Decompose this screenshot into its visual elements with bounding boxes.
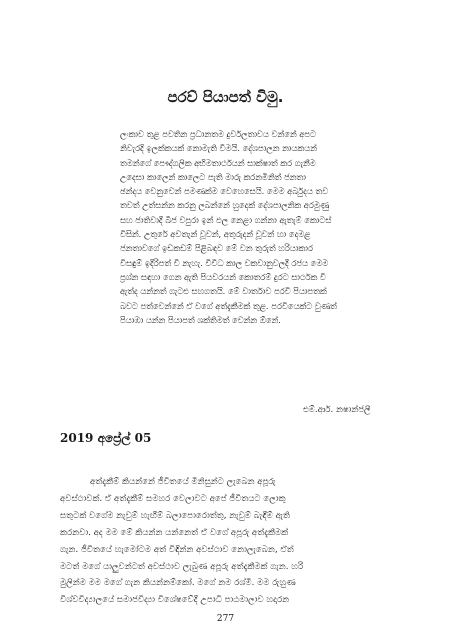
text-line: මුලින්ම මම මගේ ගැන කියන්නම්කෝ. මගේ නම රශ්මි. මම රුහුණ (60, 578, 296, 589)
date-heading: 2019 අප්‍රේල් 05 (60, 431, 152, 445)
text-line: අවස්ථාවක්. ඒ අත්දැකීම් සමහර වෙලාවට අපේ ජීවිතයට ලොකු (60, 493, 286, 504)
text-line: පියාඹා යන්න පියාපත් ශක්තිමත් වෙන්න ඕනේ. (120, 314, 281, 325)
chapter-title: පරව් පියාපත් විමු. (167, 88, 284, 106)
text-line: තවත් උත්සන්න කරනු ලබන්නේ හුදෙක් දේශපාලනික අරමුණු (120, 200, 330, 211)
text-line: බවට පත්වෙන්නේ ඒ වගේ අත්දැකීමක් තුළ. පරවියෙක්ට වුණත් (120, 300, 337, 311)
text-line: විශ්වවිද්‍යාලයේ සමාජවිද්‍යා විශේෂවේදී උපාධි පාඨමාලාව හදාරන (60, 595, 290, 606)
text-line: ලංකාව තුළ පවතින ප්‍රධානතම දුර්වලතාවය වන්නේ අපට (120, 129, 316, 139)
text-line: සතුටක් වගේම නැවුම් හැඟීම් බලාපොරොත්තු, නැවුම් බැඳීම් ඇති (60, 510, 290, 521)
text-line: මටත් මගේ යාලුවන්ටත් අවස්ථාව ලැබුණ අපූරු අත්දැකීමක් ගැන. හරි (60, 561, 304, 572)
text-line: උදෙසා කාලෙන් කාලෙට පැති මාරු කරනමිනිත් ජනතා (120, 171, 306, 182)
author-signature: එම්.ආර්. නෂාන්ජලී (303, 405, 371, 415)
text-line: තමන්ගේ පෞද්ගලික අභිමතාර්ථයන් සාක්ෂාත් කර ගැනීම (120, 157, 316, 168)
text-line: සහ ජාතිවාදී බීජ වපුරා ඉන් ඵල නෙළා ගන්නා ඇතැම් කොටස් (120, 214, 332, 225)
text-line: ඇත්ද යන්නත් ගැටළු සහගතයි. මේ වාර්තාව පරවි පියාපතක් (120, 286, 327, 297)
text-line: ප්‍රශ්න සඳහා ගෙන ඇති පියවරයන් කොතරම් දුරට සාර්ථක වී (120, 271, 326, 282)
text-line: විසඳුම් ඉදිරිපත් වී නැහැ. විවිධ කාල වකවානුවලදී රජය මෙම (120, 257, 329, 268)
text-line: ගැන. ජීවිතයේ හැමෝටම අත් විඳින්න අවස්ථාව නොලැබෙන, ඒත් (60, 544, 294, 555)
intro-paragraph (120, 127, 388, 327)
text-line: නිවැරදි ඉලක්කයක් නොමැති වීමයි. දේශපාලන නායකයන් (120, 143, 317, 154)
text-line: ඡන්දය වෙනුවෙන් පමණක්ම වෙහෙසෙයි. මෙම අර්බුදය තව (120, 186, 329, 197)
body-paragraph (60, 474, 395, 609)
page-number: 277 (216, 614, 235, 624)
text-line: අත්දැකීම් කියන්නේ ජීවිතයේ මිනිසුන්ට ලැබෙන අපූරු (90, 477, 276, 487)
text-line: ජනතාවගේ ඉඩකඩම් පිළිබඳව මේ වන තුරුත් හරියාකාර (120, 243, 313, 254)
text-line: කරනවා. අද මම මේ කියන්න යන්නෙත් ඒ වගේ අපූරු අත්දැකීමක් (60, 527, 289, 538)
text-line: විසින්. උතුරේ අවතැන් වූවන්, අතුරුදන් වූවන් හා දෙමළ (120, 229, 311, 240)
